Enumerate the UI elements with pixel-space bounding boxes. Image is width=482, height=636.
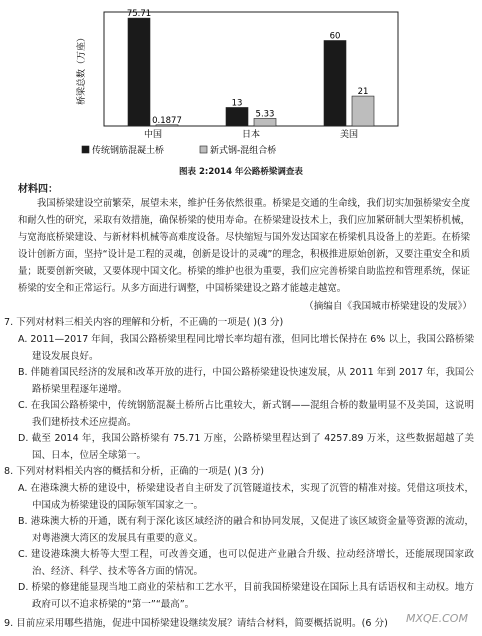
bar-1-0	[226, 107, 248, 126]
chart-caption: 图表 2:2014 年公路桥梁调查表	[179, 167, 303, 177]
question-7-option-d[interactable]: D. 截至 2014 年，我国公路桥梁有 75.71 万座，公路桥梁里程达到了 4257.89 万米，这些数据超越了美国、日本，位居全球第一。	[18, 433, 474, 461]
legend-label-1: 新式钢-混组合桥	[210, 146, 277, 156]
bridge-bar-chart	[70, 6, 415, 164]
bar-label-1-1: 5.33	[255, 109, 275, 120]
bar-label-0-1: 0.1877	[152, 115, 182, 126]
bar-label-2-0: 60	[329, 31, 341, 42]
bar-label-1-0: 13	[231, 98, 243, 109]
question-7-option-c[interactable]: C. 在我国公路桥梁中，传统钢筋混凝土桥所占比重较大，新式钢——混组合桥的数量明显不及美国，这说明我们建桥技术还应提高。	[18, 400, 474, 428]
bar-0-0	[128, 18, 150, 126]
question-8-option-c[interactable]: C. 建设港珠澳大桥等大型工程，可改善交通，也可以促进产业融合升级、拉动经济增长，还能展现国家政治、经济、科学、技术等各方面的情况。	[18, 549, 474, 577]
y-axis-label: 桥梁总数（万座）	[77, 32, 87, 106]
bar-1-1	[254, 118, 276, 126]
category-label-2: 美国	[339, 130, 359, 140]
site-watermark: MXQE.COM	[406, 612, 468, 625]
bar-2-0	[324, 41, 346, 127]
legend-label-0: 传统钢筋混凝土桥	[92, 146, 165, 156]
question-9: 9. 目前应采用哪些措施，促进中国桥梁建设继续发展？请结合材料，简要概括说明。(6 分)	[4, 618, 388, 629]
legend-swatch-0	[82, 146, 89, 153]
material-source: （摘编自《我国城市桥梁建设的发展》）	[304, 301, 472, 312]
legend-swatch-1	[200, 146, 207, 153]
question-8-option-b[interactable]: B. 港珠澳大桥的开通，既有利于深化该区域经济的融合和协同发展，又促进了该区域资金量等资源的流动，对粤港澳大湾区的发展具有重要的意义。	[18, 516, 474, 544]
material-paragraph: 我国桥梁建设空前繁荣，展望未来，维护任务依然很重。桥梁是交通的生命线，我们切实加强桥梁安全度和耐久性的研究，采取有效措施，确保桥梁的使用寿命。在桥梁建设技术上，我们应加紧研制大型架桥机械，与宽海底桥梁建设、与新材料机械等高难度设备。尽快缩短与国外发达国家在桥梁机具设备上的差距。在桥梁设计创新方面，坚持“设计是工程的灵魂，创新是设计的灵魂”的理念，积极推进原始创新，又要注重安全和质量；既要创新突破，又要体现中国文化。桥梁的维护也很为重要，我们应完善桥梁自助监控和管理系统，保证桥梁的安全和正常运行。从多方面进行调整，中国桥梁建设之路才能越走越宽。	[18, 198, 470, 294]
bar-label-0-0: 75.71	[126, 9, 152, 20]
question-8-stem: 8. 下列对材料相关内容的概括和分析，正确的一项是( )(3 分)	[4, 466, 265, 477]
question-7-option-b[interactable]: B. 伴随着国民经济的发展和改革开放的进行，中国公路桥梁建设快速发展，从 2011 年到 2017 年，我国公路桥梁里程逐年递增。	[18, 367, 474, 395]
category-label-0: 中国	[143, 130, 163, 140]
question-7-option-a[interactable]: A. 2011—2017 年间，我国公路桥梁里程同比增长率均超有涨，但同比增长保持在 6% 以上，我国公路桥梁建设发展良好。	[18, 334, 474, 362]
question-8-option-d[interactable]: D. 桥梁的修建能显现当地工商业的荣枯和工艺水平，目前我国桥梁建设在国际上具有话语权和主动权。地方政府可以不追求桥梁的“第一”“最高”。	[18, 582, 474, 610]
material-heading: 材料四：	[18, 184, 58, 195]
bar-2-1	[352, 96, 374, 126]
question-7-stem: 7. 下列对材料三相关内容的理解和分析，不正确的一项是( )(3 分)	[4, 317, 284, 328]
category-label-1: 日本	[241, 130, 261, 140]
bar-label-2-1: 21	[357, 87, 369, 98]
question-8-option-a[interactable]: A. 在港珠澳大桥的建设中，桥梁建设者自主研发了沉管隧道技术，实现了沉管的精准对接。凭借这项技术，中国成为桥梁建设的国际领军国家之一。	[18, 483, 474, 511]
